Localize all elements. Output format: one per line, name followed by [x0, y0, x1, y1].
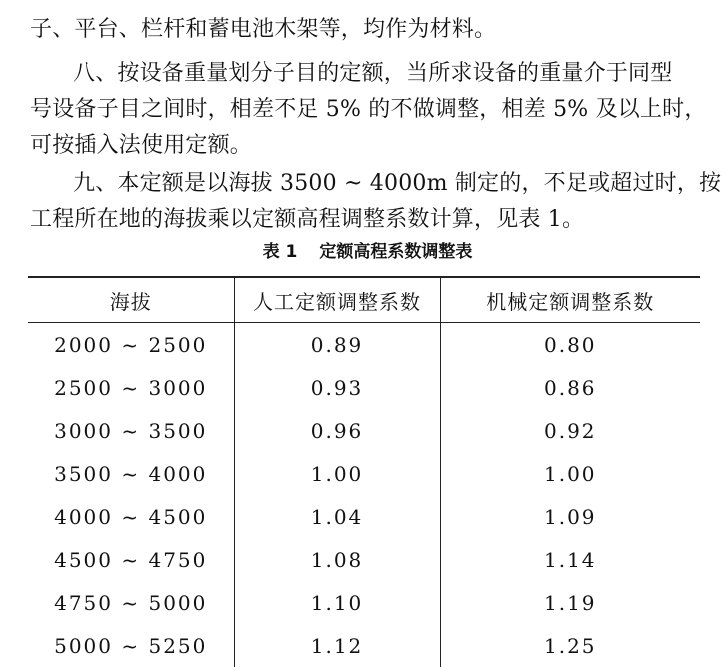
cell-labor-coefficient: 1.04: [234, 495, 440, 538]
header-labor-coefficient: 人工定额调整系数: [234, 277, 440, 323]
table-row: [28, 624, 700, 667]
paragraph-line: 八、按设备重量划分子目的定额，当所求设备的重量介于同型: [0, 56, 725, 92]
cell-labor-coefficient: 0.93: [234, 366, 440, 409]
cell-machinery-coefficient: 1.14: [440, 538, 700, 581]
table-title: 定额高程系数调整表: [319, 242, 472, 262]
table-row: [28, 409, 700, 452]
table-row: [28, 538, 700, 581]
table-row: [28, 366, 700, 409]
cell-altitude: 4500 ~ 4750: [28, 538, 234, 581]
altitude-coefficient-table: [28, 276, 700, 667]
table-caption: [0, 238, 725, 266]
cell-labor-coefficient: 0.96: [234, 409, 440, 452]
cell-altitude: 2000 ~ 2500: [28, 323, 234, 367]
cell-altitude: 4000 ~ 4500: [28, 495, 234, 538]
cell-labor-coefficient: 1.10: [234, 581, 440, 624]
table-body: [28, 323, 700, 667]
cell-altitude: 2500 ~ 3000: [28, 366, 234, 409]
cell-machinery-coefficient: 1.00: [440, 452, 700, 495]
cell-labor-coefficient: 1.00: [234, 452, 440, 495]
cell-machinery-coefficient: 1.09: [440, 495, 700, 538]
header-altitude: 海拔: [28, 277, 234, 323]
header-machinery-coefficient: 机械定额调整系数: [440, 277, 700, 323]
table-number: 表 1: [263, 242, 298, 262]
cell-altitude: 3000 ~ 3500: [28, 409, 234, 452]
paragraph-line: 可按插入法使用定额。: [0, 128, 725, 164]
cell-machinery-coefficient: 0.86: [440, 366, 700, 409]
paragraph-line: 号设备子目之间时，相差不足 5% 的不做调整，相差 5% 及以上时，: [0, 92, 725, 128]
cell-altitude: 3500 ~ 4000: [28, 452, 234, 495]
paragraph-eight: [0, 56, 725, 164]
cell-labor-coefficient: 0.89: [234, 323, 440, 367]
paragraph-continuation: 子、平台、栏杆和蓄电池木架等，均作为材料。: [30, 12, 725, 48]
table-row: [28, 452, 700, 495]
cell-labor-coefficient: 1.12: [234, 624, 440, 667]
cell-machinery-coefficient: 0.80: [440, 323, 700, 367]
table-row: [28, 495, 700, 538]
paragraph-line: 九、本定额是以海拔 3500 ~ 4000m 制定的，不足或超过时，按: [0, 166, 725, 202]
paragraph-nine: [0, 166, 725, 238]
table-header-row: [28, 277, 700, 323]
cell-altitude: 5000 ~ 5250: [28, 624, 234, 667]
cell-machinery-coefficient: 1.19: [440, 581, 700, 624]
cell-machinery-coefficient: 1.25: [440, 624, 700, 667]
table-row: [28, 323, 700, 367]
cell-altitude: 4750 ~ 5000: [28, 581, 234, 624]
cell-labor-coefficient: 1.08: [234, 538, 440, 581]
table-row: [28, 581, 700, 624]
cell-machinery-coefficient: 0.92: [440, 409, 700, 452]
paragraph-line: 工程所在地的海拔乘以定额高程调整系数计算，见表 1。: [0, 202, 725, 238]
